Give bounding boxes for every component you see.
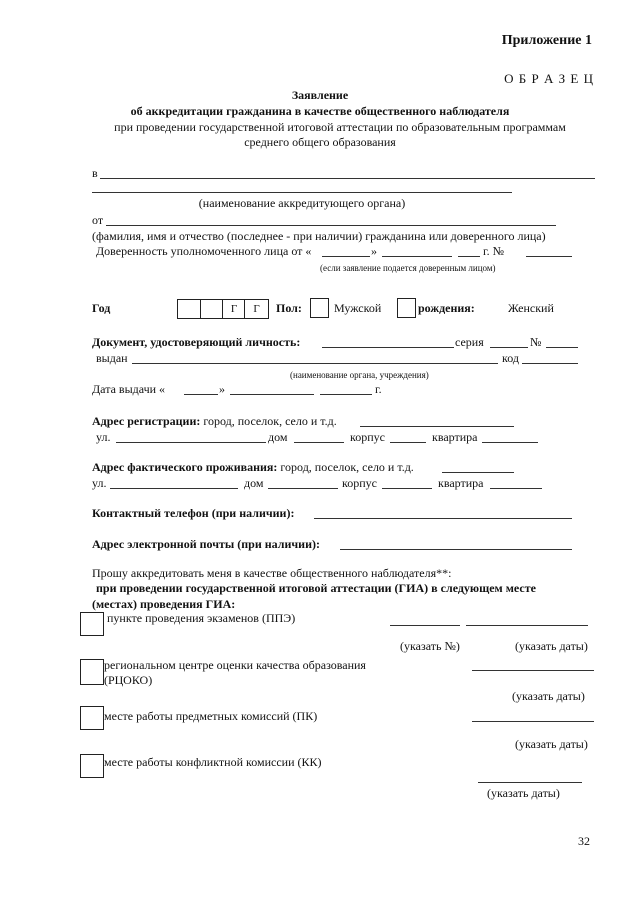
proxy-day-field[interactable] — [322, 256, 370, 257]
page-number: 32 — [578, 834, 590, 848]
request-line3: (местах) проведения ГИА: — [92, 597, 236, 611]
number-label: № — [530, 335, 542, 349]
actual-street-label: ул. — [92, 476, 107, 490]
ppe-label: пункте проведения экзаменов (ППЭ) — [107, 611, 296, 625]
document-label: Документ, удостоверяющий личность: — [92, 335, 301, 349]
actual-building-field[interactable] — [382, 488, 432, 489]
sex-label: Пол: — [276, 301, 302, 315]
proxy-month-field[interactable] — [382, 256, 452, 257]
actual-apartment-field[interactable] — [490, 488, 542, 489]
to-field-line2[interactable] — [92, 192, 512, 193]
document-type-field[interactable] — [322, 347, 454, 348]
email-field[interactable] — [340, 549, 572, 550]
kk-specify-dates: (указать даты) — [487, 786, 560, 800]
birth-year-cells — [177, 299, 269, 319]
actual-house-field[interactable] — [268, 488, 338, 489]
phone-label: Контактный телефон (при наличии): — [92, 506, 295, 520]
actual-label: Адрес фактического проживания: — [92, 460, 278, 474]
to-field[interactable] — [100, 178, 595, 179]
series-label: серия — [455, 335, 484, 349]
female-checkbox[interactable] — [397, 298, 416, 318]
registration-street-field[interactable] — [116, 442, 266, 443]
birth-year-cell-1[interactable] — [178, 300, 200, 318]
date-issued-label: Дата выдачи « — [92, 382, 166, 396]
actual-row — [92, 460, 414, 474]
male-label: Мужской — [334, 301, 382, 315]
issuer-caption: (наименование органа, учреждения) — [290, 370, 429, 380]
from-field[interactable] — [106, 225, 556, 226]
rcoko-specify-dates: (указать даты) — [512, 689, 585, 703]
fio-caption: (фамилия, имя и отчество (последнее - при наличии) гражданина или доверенного лица) — [92, 229, 546, 243]
birth-year-cell-2[interactable] — [200, 300, 223, 318]
registration-label: Адрес регистрации: — [92, 414, 201, 428]
date-issued-year-suffix: г. — [375, 382, 382, 396]
issued-label: выдан — [96, 351, 128, 365]
email-label: Адрес электронной почты (при наличии): — [92, 537, 320, 551]
ppe-dates-field[interactable] — [466, 625, 588, 626]
rcoko-dates-field[interactable] — [472, 670, 594, 671]
proxy-text: Доверенность уполномоченного лица от « — [96, 244, 312, 258]
kk-dates-field[interactable] — [478, 782, 582, 783]
code-label: код — [502, 351, 519, 365]
kk-checkbox[interactable] — [80, 754, 104, 778]
registration-apartment-field[interactable] — [482, 442, 538, 443]
registration-street-label: ул. — [96, 430, 111, 444]
rcoko-label-line2: (РЦОКО) — [104, 673, 153, 687]
registration-apartment-label: квартира — [432, 430, 478, 444]
ppe-specify-dates: (указать даты) — [515, 639, 588, 653]
number-field[interactable] — [546, 347, 578, 348]
date-issued-year-field[interactable] — [320, 394, 372, 395]
pk-dates-field[interactable] — [472, 721, 594, 722]
sample-label: О Б Р А З Е Ц — [504, 71, 594, 86]
registration-row — [92, 414, 337, 428]
registration-house-label: дом — [268, 430, 288, 444]
issuer-field[interactable] — [132, 363, 498, 364]
year-label: Год — [92, 301, 111, 315]
actual-city-label: город, поселок, село и т.д. — [280, 460, 414, 474]
request-line1: Прошу аккредитовать меня в качестве общественного наблюдателя**: — [92, 566, 452, 580]
proxy-year-field[interactable] — [458, 256, 480, 257]
ppe-number-field[interactable] — [390, 625, 460, 626]
rcoko-label-line1: региональном центре оценки качества образования — [104, 658, 366, 672]
proxy-year-label: г. № — [483, 244, 505, 258]
actual-building-label: корпус — [342, 476, 377, 490]
birth-label: рождения: — [418, 301, 475, 315]
pk-label: месте работы предметных комиссий (ПК) — [104, 709, 318, 723]
series-field[interactable] — [490, 347, 528, 348]
date-issued-quote-close: » — [219, 382, 225, 396]
actual-street-field[interactable] — [110, 488, 238, 489]
title-subject: об аккредитации гражданина в качестве общественного наблюдателя — [130, 104, 510, 118]
registration-house-field[interactable] — [294, 442, 344, 443]
code-field[interactable] — [522, 363, 578, 364]
proxy-quote-close: » — [371, 244, 377, 258]
actual-apartment-label: квартира — [438, 476, 484, 490]
proxy-number-field[interactable] — [526, 256, 572, 257]
registration-building-label: корпус — [350, 430, 385, 444]
to-prefix: в — [92, 166, 98, 180]
title-line4: среднего общего образования — [244, 135, 396, 149]
proxy-caption: (если заявление подается доверенным лицом) — [320, 263, 496, 273]
birth-year-cell-3[interactable]: Г — [222, 300, 245, 318]
kk-label: месте работы конфликтной комиссии (КК) — [104, 755, 322, 769]
actual-house-label: дом — [244, 476, 264, 490]
ppe-checkbox[interactable] — [80, 612, 104, 636]
registration-city-label: город, поселок, село и т.д. — [203, 414, 337, 428]
male-checkbox[interactable] — [310, 298, 329, 318]
ppe-specify-number: (указать №) — [400, 639, 460, 653]
rcoko-checkbox[interactable] — [80, 659, 104, 685]
date-issued-month-field[interactable] — [230, 394, 314, 395]
date-issued-day-field[interactable] — [184, 394, 218, 395]
female-label: Женский — [508, 301, 554, 315]
birth-year-cell-4[interactable]: Г — [244, 300, 268, 318]
appendix-label: Приложение 1 — [501, 33, 592, 48]
from-prefix: от — [92, 213, 104, 227]
actual-city-field[interactable] — [442, 472, 514, 473]
org-caption: (наименование аккредитующего органа) — [198, 196, 406, 210]
request-line2: при проведении государственной итоговой аттестации (ГИА) в следующем месте — [96, 581, 536, 595]
title-line3: при проведении государственной итоговой аттестации по образовательным программам — [114, 120, 566, 134]
title-main: Заявление — [291, 88, 349, 102]
registration-building-field[interactable] — [390, 442, 426, 443]
pk-specify-dates: (указать даты) — [515, 737, 588, 751]
registration-city-field[interactable] — [360, 426, 514, 427]
pk-checkbox[interactable] — [80, 706, 104, 730]
phone-field[interactable] — [314, 518, 572, 519]
